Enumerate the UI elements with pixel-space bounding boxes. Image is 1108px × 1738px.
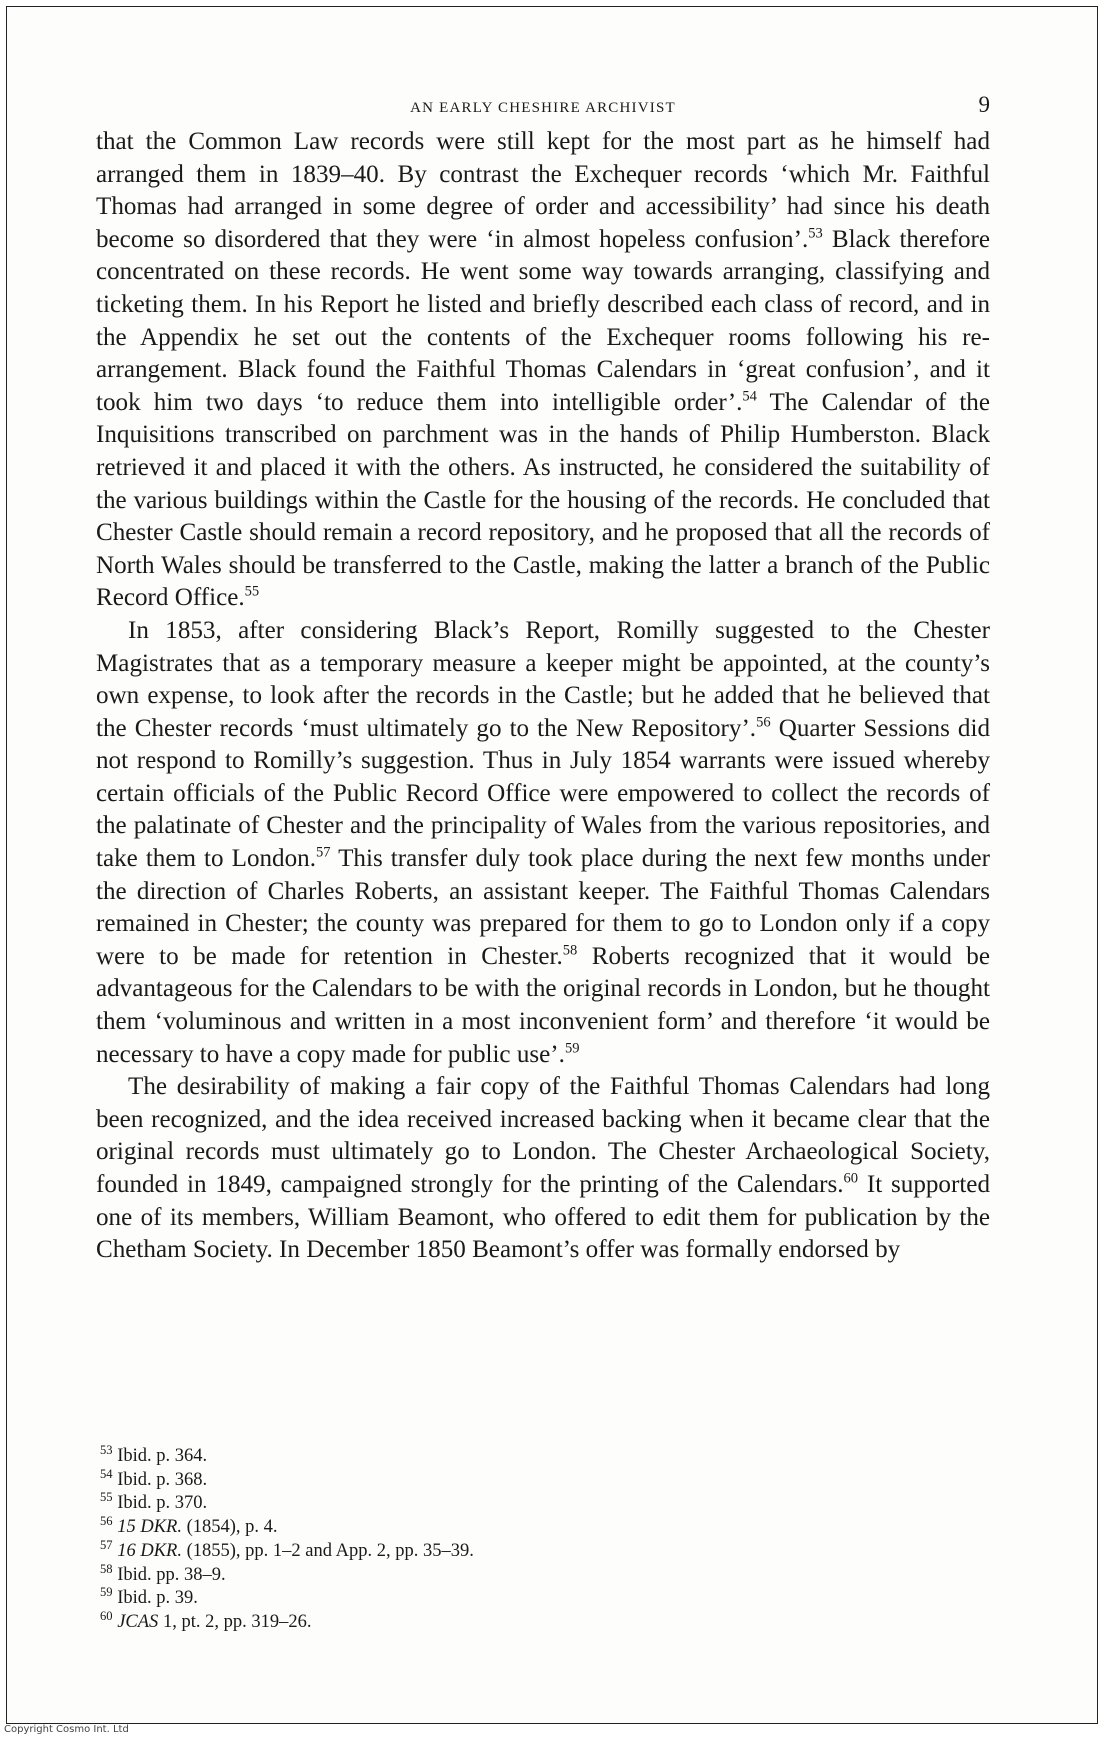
page-content xyxy=(96,92,990,1267)
footnote-number: 59 xyxy=(100,1585,113,1600)
footnote-number: 53 xyxy=(100,1442,113,1457)
body-text xyxy=(96,126,990,1267)
footnote-ref: 54 xyxy=(742,388,757,405)
footnote xyxy=(96,1466,990,1493)
footnotes xyxy=(96,1442,990,1635)
paragraph xyxy=(96,126,990,615)
paragraph xyxy=(96,1071,990,1267)
copyright-notice: Copyright Cosmo Int. Ltd xyxy=(4,1724,129,1735)
footnote-number: 57 xyxy=(100,1537,113,1552)
page-header xyxy=(96,92,990,126)
footnote-text: Ibid. p. 368. xyxy=(117,1469,208,1490)
footnote-number: 56 xyxy=(100,1513,113,1528)
text-run: Black therefore concentrated on these records. He went some way towards arranging, classifying and ticketing them. In his Report he listed and briefly described each class of record, and in the Appendix he set out the contents of the Exchequer rooms following his re-arrangement. Black found the Faithful Thomas Calendars in ‘great confusion’, and it took him two days ‘to reduce them into intelligible order’. xyxy=(96,225,990,416)
footnote-ref: 55 xyxy=(244,583,260,600)
text-run: The desirability of making a fair copy of the Faithful Thomas Calendars had long been recognized, and the idea received increased backing when it became clear that the original records must ultimately go to London. The Chester Archaeological Society, founded in 1849, campaigned strongly for the printing of the Calendars. xyxy=(96,1073,990,1198)
footnote-number: 60 xyxy=(100,1608,113,1623)
footnote-ref: 59 xyxy=(564,1040,580,1057)
footnote-ref: 57 xyxy=(315,844,331,861)
running-head: AN EARLY CHESHIRE ARCHIVIST xyxy=(410,100,676,116)
text-run: that the Common Law records were still kept for the most part as he himself had arranged them in 1839–40. By contrast the Exchequer records ‘which Mr. Faithful Thomas had arranged in some degree of order and accessibility’ had since his death become so disordered that they were ‘in almost hopeless confusion’. xyxy=(96,128,990,253)
footnote-text: 1, pt. 2, pp. 319–26. xyxy=(158,1611,312,1632)
footnote-text: (1854), p. 4. xyxy=(181,1517,278,1538)
footnote-text: Ibid. p. 370. xyxy=(117,1493,208,1514)
footnote xyxy=(96,1442,990,1469)
footnote-ref: 60 xyxy=(843,1170,859,1187)
footnote-text: Ibid. pp. 38–9. xyxy=(117,1564,226,1585)
page-number: 9 xyxy=(978,92,990,117)
footnote xyxy=(96,1608,990,1635)
text-run: This transfer duly took place during the next few months under the direction of Charles Roberts, an assistant keeper. The Faithful Thomas Calendars remained in Chester; the county was prepared for them to go to London only if a copy were to be made for retention in Chester. xyxy=(96,845,990,970)
footnote xyxy=(96,1513,990,1540)
text-run: The Calendar of the Inquisitions transcribed on parchment was in the hands of Philip Humberston. Black retrieved it and placed it with the others. As instructed, he considered the suitability of the various buildings within the Castle for the housing of the records. He concluded that Chester Castle should remain a record repository, and he proposed that all the records of North Wales should be transferred to the Castle, making the latter a branch of the Public Record Office. xyxy=(96,388,990,612)
footnote-ref: 53 xyxy=(808,225,823,242)
footnote-text: (1855), pp. 1–2 and App. 2, pp. 35–39. xyxy=(181,1540,474,1561)
text-run: Quarter Sessions did not respond to Romilly’s suggestion. Thus in July 1854 warrants were issued whereby certain officials of the Public Record Office were empowered to collect the records of the palatinate of Chester and the principality of Wales from the various repositories, and take them to London. xyxy=(96,714,990,873)
footnote-text: 15 DKR. xyxy=(117,1517,182,1538)
paragraph xyxy=(96,615,990,1071)
footnote-number: 55 xyxy=(100,1490,113,1505)
footnote xyxy=(96,1492,990,1516)
footnote xyxy=(96,1587,990,1611)
text-run: Roberts recognized that it would be advantageous for the Calendars to be with the original records in London, but he thought them ‘voluminous and written in a most inconvenient form’ and therefore ‘it would be necessary to have a copy made for public use’. xyxy=(96,942,990,1068)
text-run: It supported one of its members, William Beamont, who offered to edit them for publication by the Chetham Society. In December 1850 Beamont’s offer was formally endorsed by xyxy=(96,1171,990,1264)
text-run: In 1853, after considering Black’s Report, Romilly suggested to the Chester Magistrates that as a temporary measure a keeper might be appointed, at the county’s own expense, to look after the records in the Castle; but he added that he believed that the Chester records ‘must ultimately go to the New Repository’. xyxy=(96,616,990,742)
footnote-text: JCAS xyxy=(117,1611,159,1632)
footnote xyxy=(96,1561,990,1588)
footnote-number: 54 xyxy=(100,1466,113,1481)
footnote-text: Ibid. p. 364. xyxy=(117,1446,208,1466)
footnote xyxy=(96,1537,990,1564)
footnote-ref: 58 xyxy=(562,942,578,959)
footnote-text: Ibid. p. 39. xyxy=(117,1588,198,1609)
footnote-number: 58 xyxy=(100,1561,113,1576)
footnote-text: 16 DKR. xyxy=(117,1540,182,1561)
footnote-ref: 56 xyxy=(756,714,771,731)
